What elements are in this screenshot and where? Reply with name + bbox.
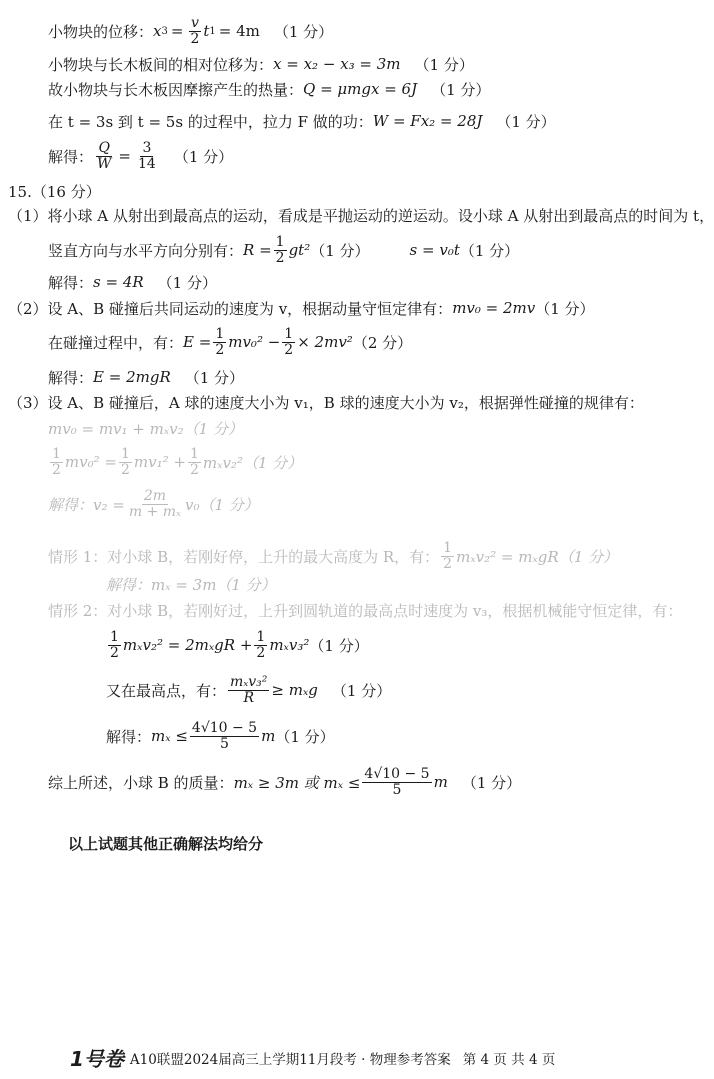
denominator: 14 <box>137 155 156 172</box>
score: （1 分） <box>331 681 392 700</box>
formula: x = x₂ − x₃ = 3m <box>273 55 401 73</box>
case-2-energy <box>106 626 369 664</box>
formula: m <box>261 727 276 745</box>
fraction <box>441 541 454 571</box>
fraction <box>228 675 269 705</box>
fraction <box>254 630 267 660</box>
fraction <box>282 327 295 357</box>
numerator: 2m <box>143 487 166 504</box>
text: 情形 1：对小球 B，若刚好停，上升的最大高度为 R，有： <box>48 547 440 566</box>
formula: 解得：v₂ = <box>48 495 125 514</box>
score: （1 分） <box>184 368 245 387</box>
text: 小物块与长木板间的相对位移为： <box>48 55 274 74</box>
text: 小物块的位移： <box>48 22 154 41</box>
formula: mv₀ = 2mv <box>452 299 536 317</box>
denominator: 2 <box>284 341 294 358</box>
fraction <box>127 489 183 519</box>
faint-energy-equation <box>48 444 302 480</box>
denominator: 2 <box>275 249 285 266</box>
formula: × 2mv² <box>297 333 353 351</box>
text: 情形 2：对小球 B，若刚好过，上升到圆轨道的最高点时速度为 v₃，根据机械能守恒定律，有： <box>48 601 683 620</box>
score: （1 分） <box>173 147 234 166</box>
denominator: 2 <box>190 30 200 47</box>
text: 在 t = 3s 到 t = 5s 的过程中，拉力 F 做的功： <box>48 112 373 131</box>
score: （1 分） <box>459 241 520 260</box>
score: （1 分） <box>275 727 335 746</box>
denominator: 2 <box>256 644 266 661</box>
faint-case-1 <box>48 538 618 574</box>
formula: mv₀ = mv₁ + mₓv₂（1 分） <box>48 419 243 438</box>
text: 解得： <box>106 727 152 746</box>
text: 解得： <box>48 273 94 292</box>
denominator: 2 <box>52 461 61 478</box>
case-2-top-condition <box>106 670 391 710</box>
formula: R = <box>243 241 272 259</box>
footer-title: A10联盟2024届高三上学期11月段考 · 物理参考答案 <box>129 1051 451 1068</box>
faint-case-2 <box>48 600 682 620</box>
part-2-line-c <box>48 367 244 387</box>
fraction <box>188 16 201 46</box>
part-1-line-a <box>8 205 714 225</box>
score: （1 分） <box>157 273 217 292</box>
text: （1）将小球 A 从射出到最高点的运动，看成是平抛运动的逆运动。设小球 A 从射出到最高点的时间为 t， <box>8 206 714 225</box>
page-footer <box>70 1043 555 1072</box>
formula: 解得：mₓ = 3m（1 分） <box>106 575 276 594</box>
part-1-line-b <box>48 232 519 268</box>
text: 解得： <box>48 147 94 166</box>
formula: mₓ ≤ <box>151 727 188 745</box>
formula: t <box>203 22 210 40</box>
score: （1 分） <box>414 55 474 74</box>
fraction <box>190 721 259 751</box>
denominator: W <box>97 155 112 172</box>
text: 解得： <box>48 368 94 387</box>
denominator: 2 <box>443 555 453 572</box>
formula: mₓ ≥ 3m 或 mₓ ≤ <box>233 773 361 792</box>
fraction <box>119 447 132 477</box>
faint-velocity-solution <box>48 486 259 522</box>
numerator: 1 <box>215 325 225 342</box>
denominator: 2 <box>110 644 119 661</box>
formula: x <box>153 22 162 40</box>
formula: = 4m <box>218 22 260 40</box>
formula: ≥ mₓg <box>271 681 318 699</box>
part-3-line-a <box>8 392 644 412</box>
score: （1 分） <box>431 80 491 99</box>
text: 15.（16 分） <box>8 182 101 201</box>
formula: m <box>433 773 448 791</box>
score: （1 分） <box>535 299 595 318</box>
denominator: 2 <box>189 461 199 478</box>
line-heat <box>48 79 490 99</box>
part-2-line-a <box>8 298 595 318</box>
numerator: 3 <box>142 139 152 156</box>
formula: s = v₀t <box>409 241 460 259</box>
score: （2 分） <box>352 333 413 352</box>
brand-logo: 1号卷 <box>70 1047 124 1071</box>
numerator: 1 <box>443 539 453 556</box>
formula: mv₀² = <box>64 453 117 471</box>
score: （1 分） <box>309 636 369 655</box>
formula: mv₀² − <box>228 333 281 351</box>
numerator: 1 <box>110 628 119 645</box>
case-2-solution <box>106 716 335 756</box>
formula: = <box>170 22 184 40</box>
fraction <box>188 447 201 477</box>
faint-case-1-solution <box>106 574 276 594</box>
formula: s = 4R <box>93 273 144 291</box>
numerator: v <box>190 14 199 31</box>
score: （1 分） <box>496 112 556 131</box>
denominator: m + mₓ <box>128 503 181 520</box>
faint-momentum-equation <box>48 418 243 438</box>
numerator: 1 <box>256 628 266 645</box>
denominator: 5 <box>220 735 229 752</box>
numerator: 4√10 − 5 <box>364 765 430 782</box>
denominator: 2 <box>120 461 130 478</box>
numerator: Q <box>98 139 110 156</box>
page-number: 第 4 页 共 4 页 <box>462 1051 556 1068</box>
formula: mₓv₂²（1 分） <box>202 453 303 472</box>
formula: gt² <box>288 241 311 259</box>
fraction <box>50 447 63 477</box>
formula: E = <box>183 333 212 351</box>
formula: mₓv₂² = mₓgR（1 分） <box>456 547 619 566</box>
numerator: 4√10 − 5 <box>191 719 258 736</box>
formula: mₓv₂² = 2mₓgR + <box>122 636 253 654</box>
conclusion <box>48 762 521 802</box>
formula: v₀（1 分） <box>184 495 259 514</box>
line-ratio: 解得： $\frac{Q}{W}$ = $\frac{3}{14}$ （1 分） <box>48 139 234 172</box>
numerator: 1 <box>275 233 285 250</box>
formula: E = 2mgR <box>93 368 171 386</box>
denominator: R <box>243 689 254 706</box>
fraction <box>362 767 431 797</box>
denominator: 2 <box>215 341 225 358</box>
numerator: 1 <box>120 445 130 462</box>
score: （1 分） <box>461 773 522 792</box>
text: 综上所述，小球 B 的质量： <box>48 773 234 792</box>
grading-note <box>68 832 263 854</box>
line-work <box>48 111 556 131</box>
fraction <box>274 235 287 265</box>
text: 竖直方向与水平方向分别有： <box>48 241 244 260</box>
formula: mv₁² + <box>133 453 186 471</box>
question-15-header <box>8 181 101 201</box>
numerator: 1 <box>284 325 294 342</box>
text: （3）设 A、B 碰撞后，A 球的速度大小为 v₁，B 球的速度大小为 v₂，根据弹性碰撞的规律有： <box>8 393 644 412</box>
line-displacement: 小物块的位移： x 3 = $\frac{v}{2}$ t 1 = 4m （1 分） <box>48 14 334 47</box>
part-1-line-c <box>48 272 217 292</box>
numerator: 1 <box>189 445 199 462</box>
score: （1 分） <box>273 22 334 41</box>
numerator: 1 <box>52 445 61 462</box>
fraction <box>136 141 158 171</box>
fraction <box>108 630 121 660</box>
denominator: 5 <box>392 781 402 798</box>
text: 以上试题其他正确解法均给分 <box>68 834 264 853</box>
formula: mₓv₃² <box>269 636 310 654</box>
line-relative-displacement <box>48 54 474 74</box>
text: 又在最高点，有： <box>106 681 227 700</box>
formula: Q = μmgx = 6J <box>303 80 418 98</box>
text: 故小物块与长木板因摩擦产生的热量： <box>48 80 304 99</box>
fraction <box>95 141 113 171</box>
text: 在碰撞过程中，有： <box>48 333 184 352</box>
score: （1 分） <box>310 241 370 260</box>
numerator: mₓv₃² <box>230 673 268 690</box>
formula: W = Fx₂ = 28J <box>372 112 483 130</box>
fraction <box>213 327 226 357</box>
text: （2）设 A、B 碰撞后共同运动的速度为 v，根据动量守恒定律有： <box>8 299 453 318</box>
part-2-line-b <box>48 324 412 360</box>
